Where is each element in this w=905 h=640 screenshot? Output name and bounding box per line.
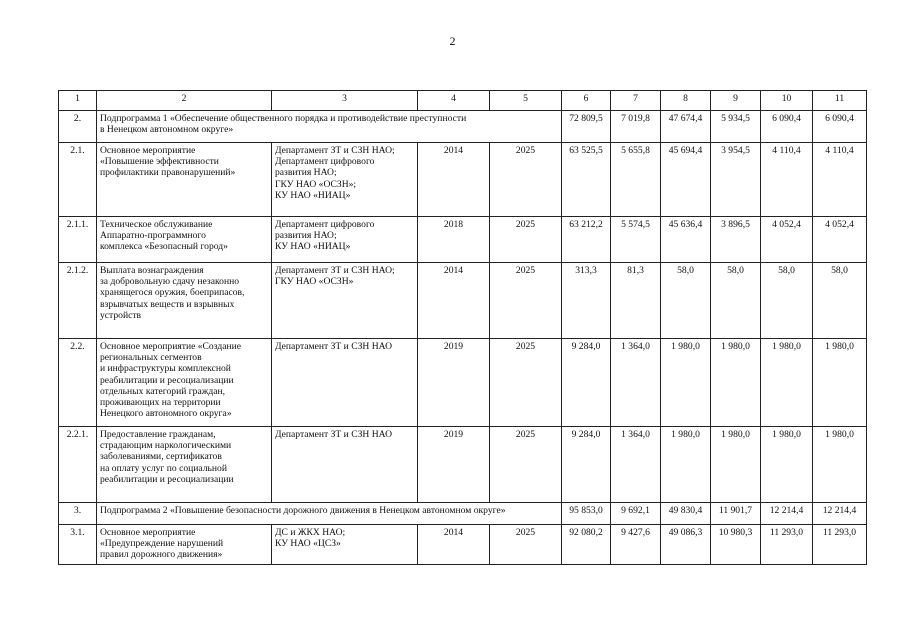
amount-cell: 45 636,4 [661, 217, 711, 263]
column-header-10: 10 [761, 91, 813, 111]
start-year: 2019 [418, 427, 490, 503]
resp_lines-line: развития НАО; [275, 230, 337, 242]
page-number: 2 [449, 34, 456, 48]
table-row [59, 339, 867, 427]
name_lines-line: Аппаратно-программного [100, 230, 206, 242]
name_lines-line: устройств [100, 309, 142, 321]
resp_lines-line: КУ НАО «ЦСЗ» [275, 538, 341, 550]
amount-cell: 58,0 [761, 263, 813, 339]
responsible-executor [272, 143, 418, 217]
name_lines-line: региональных сегментов [100, 352, 202, 364]
amount-cell: 58,0 [661, 263, 711, 339]
subprogram-title [97, 503, 562, 525]
column-header-1: 1 [59, 91, 97, 111]
row-code: 3. [59, 503, 97, 525]
table-body [59, 111, 867, 565]
name_lines-line: Техническое обслуживание [100, 219, 213, 230]
amount-cell: 72 809,5 [562, 111, 611, 143]
amount-cell: 12 214,4 [761, 503, 813, 525]
start-year: 2019 [418, 339, 490, 427]
amount-cell: 1 980,0 [711, 339, 761, 427]
measure-name [97, 525, 272, 565]
column-header-7: 7 [611, 91, 661, 111]
amount-cell: 1 980,0 [661, 339, 711, 427]
name_lines-line: реабилитации и ресоциализации [100, 473, 234, 485]
amount-cell: 313,3 [562, 263, 611, 339]
end-year: 2025 [490, 339, 562, 427]
name_lines-line: «Повышение эффективности [100, 156, 219, 168]
amount-cell: 63 525,5 [562, 143, 611, 217]
responsible-executor [272, 339, 418, 427]
name_lines-line: Выплата вознаграждения [100, 265, 204, 276]
name_lines-line: Основное мероприятие «Создание [100, 341, 242, 352]
measure-name [97, 339, 272, 427]
name_lines-line: и инфраструктуры комплексной [100, 363, 231, 375]
resp_lines-line: ДС и ЖКХ НАО; [275, 527, 346, 538]
amount-cell: 3 896,5 [711, 217, 761, 263]
table-row [59, 217, 867, 263]
amount-cell: 11 293,0 [813, 525, 867, 565]
table-row [59, 143, 867, 217]
amount-cell: 9 427,6 [611, 525, 661, 565]
column-header-4: 4 [418, 91, 490, 111]
amount-cell: 58,0 [711, 263, 761, 339]
amount-cell: 92 080,2 [562, 525, 611, 565]
column-header-9: 9 [711, 91, 761, 111]
amount-cell: 49 830,4 [661, 503, 711, 525]
row-code: 2.1.2. [59, 263, 97, 339]
row-code: 2. [59, 111, 97, 143]
name_lines-line: проживающих на территории [100, 397, 221, 409]
amount-cell: 1 980,0 [661, 427, 711, 503]
amount-cell: 1 980,0 [813, 339, 867, 427]
name_lines-line: Предоставление гражданам, [100, 429, 216, 440]
table-row [59, 525, 867, 565]
name_lines-line: взрывчатых веществ и взрывных [100, 298, 235, 310]
name_lines-line: отдельных категорий граждан, [100, 385, 226, 397]
row-code: 2.1.1. [59, 217, 97, 263]
amount-cell: 49 086,3 [661, 525, 711, 565]
header-row [59, 91, 867, 111]
responsible-executor [272, 263, 418, 339]
resp_lines-line: КУ НАО «НИАЦ» [275, 241, 351, 253]
end-year: 2025 [490, 217, 562, 263]
name_lines-line: заболеваниями, сертификатов [100, 451, 222, 463]
resp_lines-line: Департамент ЗТ и СЗН НАО; [275, 145, 395, 156]
responsible-executor [272, 217, 418, 263]
amount-cell: 63 212,2 [562, 217, 611, 263]
name_lines-line: Основное мероприятие [100, 527, 196, 538]
amount-cell: 9 692,1 [611, 503, 661, 525]
measure-name [97, 143, 272, 217]
column-header-5: 5 [490, 91, 562, 111]
row-code: 2.2. [59, 339, 97, 427]
amount-cell: 1 364,0 [611, 427, 661, 503]
name_lines-line: профилактики правонарушений» [100, 167, 236, 179]
amount-cell: 1 980,0 [761, 427, 813, 503]
subprogram-title [97, 111, 562, 143]
resp_lines-line: ГКУ НАО «ОСЗН»; [275, 178, 357, 190]
responsible-executor [272, 525, 418, 565]
start-year: 2014 [418, 143, 490, 217]
table-row [59, 263, 867, 339]
amount-cell: 1 980,0 [813, 427, 867, 503]
amount-cell: 58,0 [813, 263, 867, 339]
amount-cell: 11 293,0 [761, 525, 813, 565]
amount-cell: 12 214,4 [813, 503, 867, 525]
amount-cell: 1 980,0 [761, 339, 813, 427]
row-code: 2.2.1. [59, 427, 97, 503]
title_lines-line: Подпрограмма 1 «Обеспечение общественного порядка и противодействие преступности [100, 113, 467, 124]
measure-name [97, 217, 272, 263]
amount-cell: 81,3 [611, 263, 661, 339]
column-header-2: 2 [97, 91, 272, 111]
end-year: 2025 [490, 263, 562, 339]
amount-cell: 11 901,7 [711, 503, 761, 525]
name_lines-line: Ненецкого автономного округа» [100, 408, 232, 420]
row-code: 2.1. [59, 143, 97, 217]
column-header-8: 8 [661, 91, 711, 111]
end-year: 2025 [490, 143, 562, 217]
amount-cell: 9 284,0 [562, 339, 611, 427]
resp_lines-line: Департамент ЗТ и СЗН НАО [275, 341, 393, 352]
amount-cell: 1 980,0 [711, 427, 761, 503]
name_lines-line: хранящегося оружия, боеприпасов, [100, 287, 245, 299]
amount-cell: 5 655,8 [611, 143, 661, 217]
resp_lines-line: Департамент ЗТ и СЗН НАО [275, 429, 393, 440]
resp_lines-line: Департамент цифрового [275, 156, 375, 168]
start-year: 2014 [418, 525, 490, 565]
name_lines-line: реабилитации и ресоциализации [100, 374, 234, 386]
resp_lines-line: ГКУ НАО «ОСЗН» [275, 276, 354, 288]
amount-cell: 7 019,8 [611, 111, 661, 143]
column-header-3: 3 [272, 91, 418, 111]
title_lines-line: в Ненецком автономном округе» [100, 124, 234, 136]
measure-name [97, 427, 272, 503]
amount-cell: 4 110,4 [813, 143, 867, 217]
amount-cell: 95 853,0 [562, 503, 611, 525]
name_lines-line: «Предупреждение нарушений [100, 538, 224, 550]
end-year: 2025 [490, 427, 562, 503]
amount-cell: 1 364,0 [611, 339, 661, 427]
end-year: 2025 [490, 525, 562, 565]
column-header-6: 6 [562, 91, 611, 111]
responsible-executor [272, 427, 418, 503]
amount-cell: 3 954,5 [711, 143, 761, 217]
resp_lines-line: Департамент цифрового [275, 219, 375, 230]
amount-cell: 4 052,4 [761, 217, 813, 263]
program-row [59, 503, 867, 525]
name_lines-line: правил дорожного движения» [100, 549, 223, 561]
amount-cell: 45 694,4 [661, 143, 711, 217]
row-code: 3.1. [59, 525, 97, 565]
table-row [59, 427, 867, 503]
title_lines-line: Подпрограмма 2 «Повышение безопасности дорожного движения в Ненецком автономном округе» [100, 505, 506, 516]
column-header-11: 11 [813, 91, 867, 111]
measure-name [97, 263, 272, 339]
budget-table [58, 90, 867, 565]
amount-cell: 47 674,4 [661, 111, 711, 143]
name_lines-line: Основное мероприятие [100, 145, 196, 156]
amount-cell: 5 574,5 [611, 217, 661, 263]
program-row [59, 111, 867, 143]
start-year: 2018 [418, 217, 490, 263]
name_lines-line: страдающим наркологическими [100, 440, 232, 452]
amount-cell: 4 052,4 [813, 217, 867, 263]
name_lines-line: за добровольную сдачу незаконно [100, 276, 240, 288]
name_lines-line: на оплату услуг по социальной [100, 462, 227, 474]
start-year: 2014 [418, 263, 490, 339]
resp_lines-line: развития НАО; [275, 167, 337, 179]
amount-cell: 9 284,0 [562, 427, 611, 503]
resp_lines-line: КУ НАО «НИАЦ» [275, 189, 351, 201]
resp_lines-line: Департамент ЗТ и СЗН НАО; [275, 265, 395, 276]
amount-cell: 6 090,4 [813, 111, 867, 143]
name_lines-line: комплекса «Безопасный город» [100, 241, 228, 253]
amount-cell: 6 090,4 [761, 111, 813, 143]
amount-cell: 4 110,4 [761, 143, 813, 217]
amount-cell: 10 980,3 [711, 525, 761, 565]
amount-cell: 5 934,5 [711, 111, 761, 143]
